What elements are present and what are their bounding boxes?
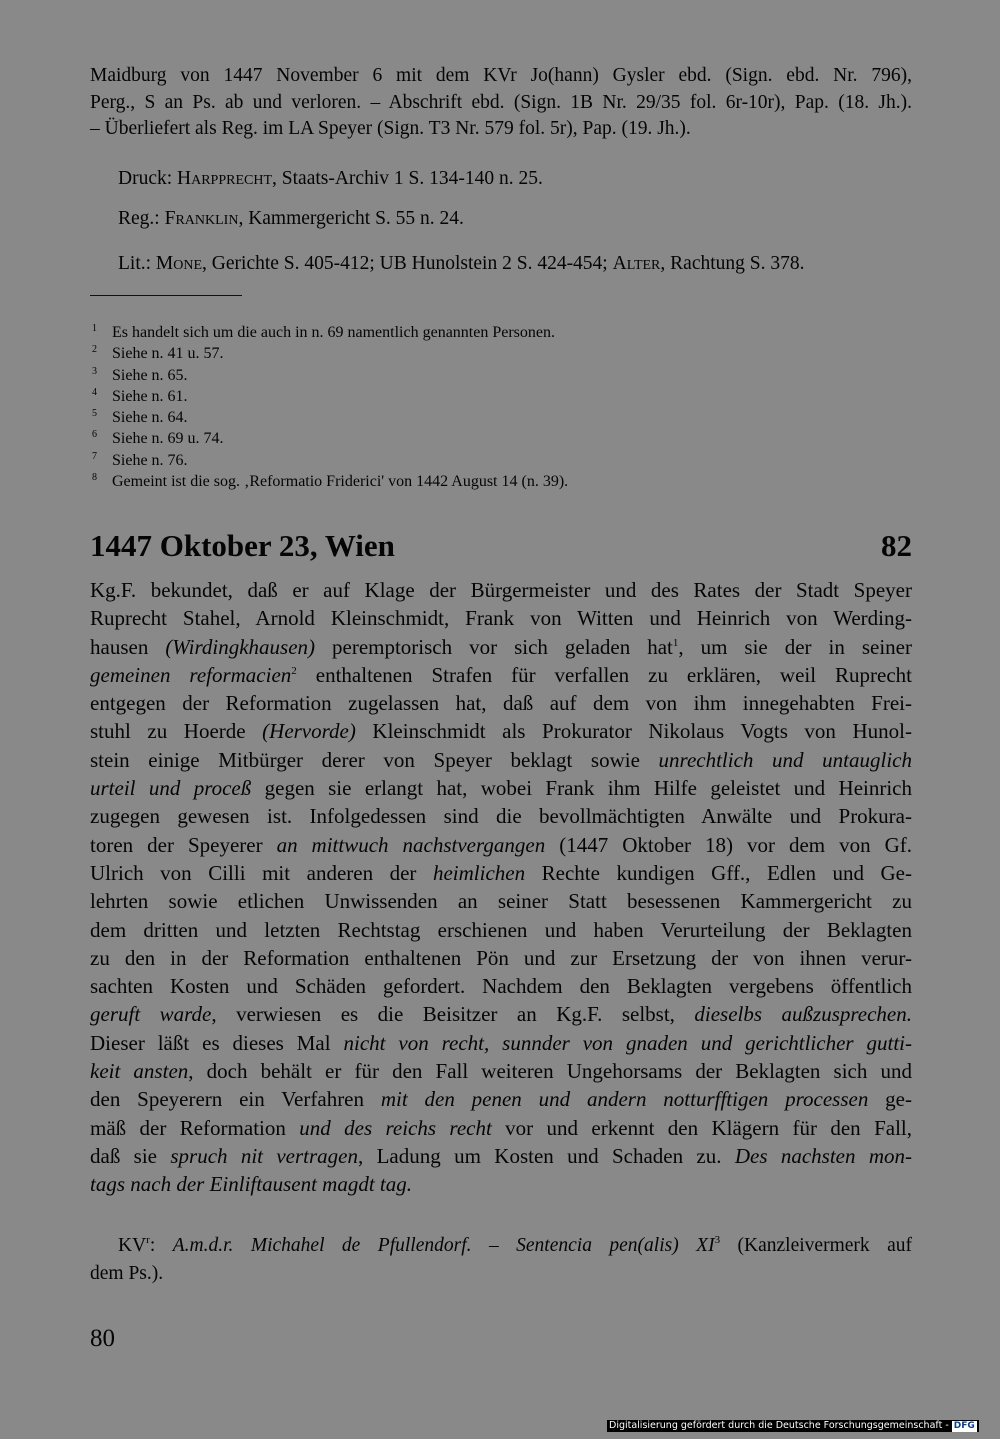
lit-reference: , Rachtung S. 378. [660, 253, 805, 274]
footnote-number: 5 [92, 408, 97, 420]
footnote-number: 3 [92, 365, 97, 377]
text-line: $KV^r$: A.m.d.r. Michahel de Pfullendorf. – Sentencia pen(alis) $XI^3$ (Kanzleivermerk auf [118, 1234, 912, 1256]
footnote-text: Siehe n. 69 u. 74. [112, 430, 224, 448]
lit-line [118, 251, 805, 277]
footnote-number: 2 [92, 344, 97, 356]
lit-label: Lit.: [118, 253, 156, 274]
text-line: stein einige Mitbürger derer von Speyer beklagt sowie unrechtlich und untauglich [90, 747, 912, 772]
text-line: Kg.F. bekundet, daß er auf Klage der Bürgermeister und des Rates der Stadt Speyer [90, 578, 912, 602]
funding-footer [607, 1420, 979, 1432]
document-heading [90, 526, 912, 566]
text-line: toren der Speyerer an mittwuch nachstvergangen (1447 Oktober 18) vor dem von Gf. [90, 832, 912, 857]
footnote [90, 428, 568, 449]
footnote [90, 322, 568, 343]
chancery-note [90, 1232, 912, 1288]
footnote-text: Siehe n. 61. [112, 387, 188, 405]
text-line: zu den in der Reformation enthaltenen Pön und zur Ersetzung der von ihnen verur- [90, 945, 912, 970]
footnote [90, 450, 568, 471]
footnote-text: Siehe n. 65. [112, 366, 188, 384]
text-line: keit ansten, doch behält er für den Fall weiteren Ungehorsams der Beklagten sich und [90, 1059, 912, 1084]
text-line: gemeinen reformacien$^2$ enthaltenen Strafen für verfallen zu erklären, weil Ruprecht [90, 662, 912, 687]
archive-description [90, 63, 912, 143]
reg-reference: , Kammergericht S. 55 n. 24. [238, 208, 464, 229]
text-line: mäß der Reformation und des reichs recht vor und erkennt den Klägern für den Fall, [90, 1115, 912, 1140]
lit-author: Alter [612, 253, 661, 274]
text-line: dem dritten und letzten Rechtstag erschienen und haben Verurteilung der Beklagten [90, 917, 912, 942]
footnote-number: 6 [92, 429, 97, 441]
footnote-text: Siehe n. 76. [112, 451, 188, 469]
text-line: tags nach der Einliftausent magdt tag. [90, 1172, 412, 1197]
text-line: Maidburg von 1447 November 6 mit dem KVr Jo(hann) Gysler ebd. (Sign. ebd. Nr. 796), [90, 65, 912, 86]
reg-author: Franklin [164, 208, 239, 229]
text-line: Ulrich von Cilli mit anderen der heimlichen Rechte kundigen Gff., Edlen und Ge- [90, 860, 912, 885]
footnote-text: Siehe n. 64. [112, 409, 188, 427]
text-line: geruft warde, verwiesen es die Beisitzer an Kg.F. selbst, dieselbs außzusprechen. [90, 1002, 912, 1027]
footnote-number: 4 [92, 386, 97, 398]
reg-line [118, 206, 464, 232]
footnote-ref: 1 [672, 636, 679, 649]
druck-author: Harpprecht [177, 168, 273, 189]
text-line: sachten Kosten und Schäden gefordert. Nachdem den Beklagten vergebens öffentlich [90, 974, 912, 999]
text-line: – Überliefert als Reg. im LA Speyer (Sign. T3 Nr. 579 fol. 5r), Pap. (19. Jh.). [90, 118, 691, 139]
druck-label: Druck: [118, 168, 178, 189]
lit-author: Mone [155, 253, 203, 274]
page-number: 80 [90, 1325, 115, 1352]
footnotes [90, 322, 568, 492]
text-line: Ruprecht Stahel, Arnold Kleinschmidt, Frank von Witten und Heinrich von Werding- [90, 606, 912, 631]
document-number: 82 [881, 528, 912, 563]
text-line: urteil und proceß gegen sie erlangt hat, wobei Frank ihm Hilfe geleistet und Heinrich [90, 776, 912, 801]
druck-line [118, 166, 543, 192]
dfg-logo: DFG [953, 1420, 975, 1431]
footnote [90, 471, 568, 492]
footnote [90, 407, 568, 428]
text-line: hausen (Wirdingkhausen) peremptorisch vor sich geladen hat$^1$, um sie der in seiner [90, 634, 912, 659]
footnote [90, 365, 568, 386]
text-line: stuhl zu Hoerde (Hervorde) Kleinschmidt als Prokurator Nikolaus Vogts von Hunol- [90, 719, 912, 744]
text-line: Dieser läßt es dieses Mal nicht von recht, sunnder von gnaden und gerichtlicher gutti- [90, 1030, 912, 1055]
footnote [90, 386, 568, 407]
footnote-ref: 2 [291, 664, 297, 677]
footnote-number: 7 [92, 450, 97, 462]
footnote-number: 8 [92, 472, 97, 484]
footnote-text: Siehe n. 41 u. 57. [112, 345, 224, 363]
druck-reference: , Staats-Archiv 1 S. 134-140 n. 25. [272, 168, 543, 189]
text-line: den Speyerern ein Verfahren mit den penen und andern notturfftigen processen ge- [90, 1087, 912, 1112]
footnote-text: Gemeint ist die sog. ‚Reformatio Friderici' von 1442 August 14 (n. 39). [112, 473, 569, 491]
regest-text [90, 576, 912, 1199]
heading-date-place: 1447 Oktober 23, Wien [90, 528, 395, 563]
text-line: Perg., S an Ps. ab und verloren. – Abschrift ebd. (Sign. 1B Nr. 29/35 fol. 6r-10r), Pap. (18. Jh.). [90, 91, 912, 113]
text-line: entgegen der Reformation zugelassen hat, daß auf dem von ihm innegehabten Frei- [90, 691, 912, 716]
footnote-separator [90, 295, 242, 296]
footnote-ref: 3 [714, 1234, 721, 1246]
footer-text: Digitalisierung gefördert durch die Deutsche Forschungsgemeinschaft - [609, 1420, 949, 1431]
footnote-number: 1 [92, 323, 97, 334]
text-line: dem Ps.). [90, 1263, 164, 1284]
text-line: zugegen gewesen ist. Infolgedessen sind die bevollmächtigten Anwälte und Prokura- [90, 804, 912, 829]
text-line: lehrten sowie etlichen Unwissenden an seiner Statt besessenen Kammergericht zu [90, 889, 912, 914]
footnote-text: Es handelt sich um die auch in n. 69 namentlich genannten Personen. [112, 324, 555, 341]
reg-label: Reg.: [118, 208, 165, 229]
lit-reference: , Gerichte S. 405-412; UB Hunolstein 2 S. 424-454; [202, 253, 613, 274]
text-line: daß sie spruch nit vertragen, Ladung um Kosten und Schaden zu. Des nachsten mon- [90, 1143, 912, 1168]
footnote [90, 343, 568, 364]
